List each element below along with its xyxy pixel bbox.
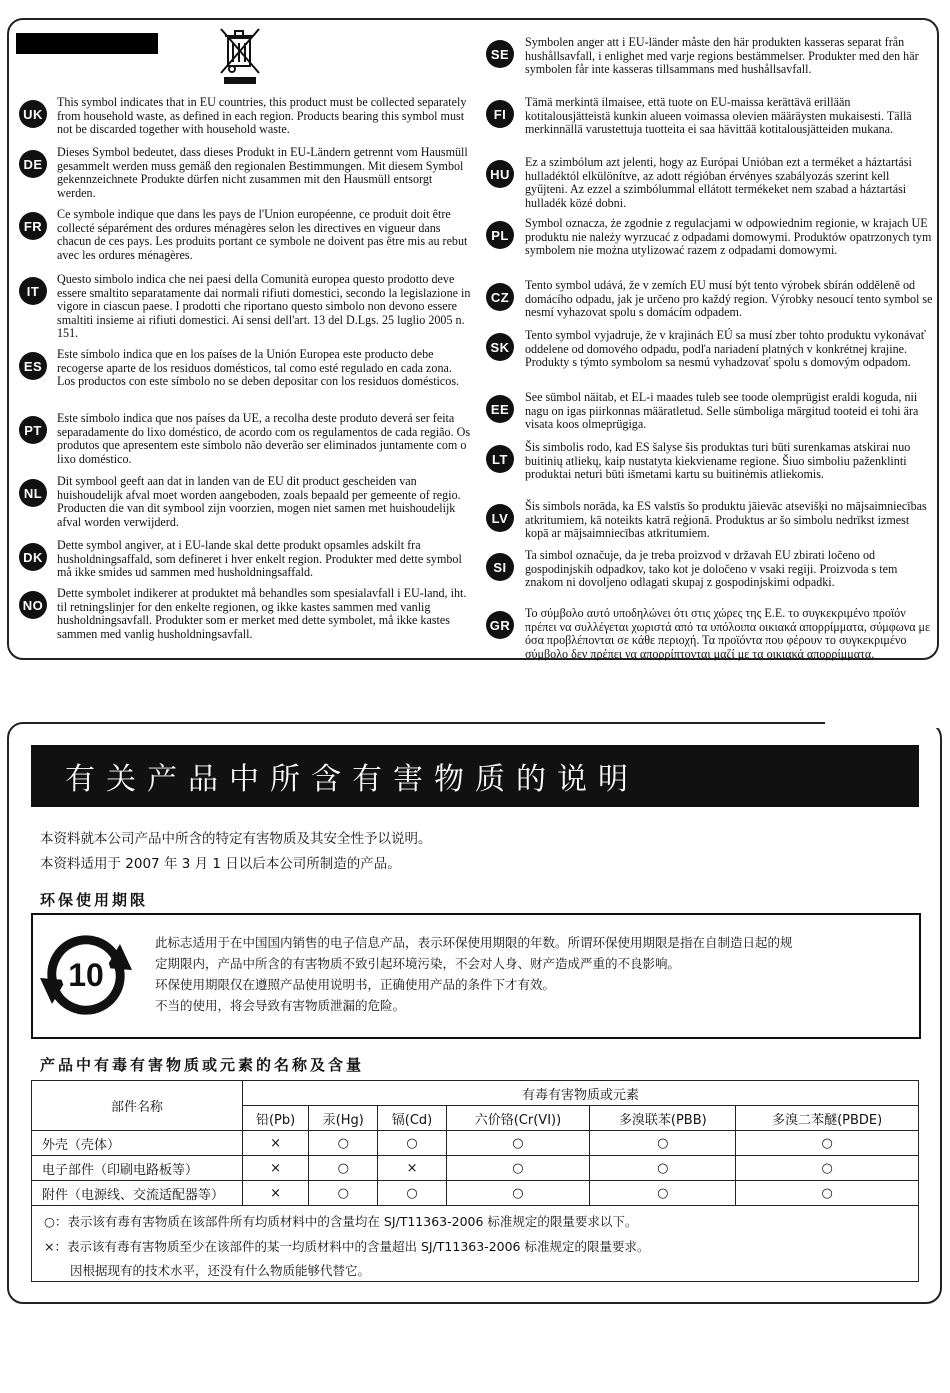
table-row — [32, 1156, 919, 1181]
country-badge-si: SI — [486, 553, 514, 581]
column-header: 汞(Hg) — [309, 1106, 378, 1131]
notice-text-es: Este símbolo indica que en los países de la Unión Europea este producto debe recogerse aparte de los residuos domésticos, tal como esté regulado en cada zona. Los productos con este símbolo no se deben depositar con los residuos domésticos. — [57, 347, 460, 389]
country-badge-lv: LV — [486, 504, 514, 532]
efup-heading: 环保使用期限 — [40, 891, 149, 909]
notice-text-nl: Dit symbool geeft aan dat in landen van de EU dit product gescheiden van huishoudelijk afval moet worden aangeboden, zoals bepaald per gemeente of regio. Producten die van dit symbool zijn voorzien, mogen niet samen met huishoudelijk afval worden verwijderd. — [57, 474, 461, 529]
note-reason: 因根据现有的技术水平，还没有什么物质能够代替它。 — [70, 1263, 371, 1278]
country-badge-gr: GR — [486, 611, 514, 639]
efup-line-2: 定期限内，产品中所含的有害物质不致引起环境污染，不会对人身、财产造成严重的不良影响。 — [155, 956, 681, 971]
country-badge-ee: EE — [486, 395, 514, 423]
table-cell: × — [243, 1181, 309, 1206]
notice-text-sk: Tento symbol vyjadruje, že v krajinách EÚ sa musí zber tohto produktu vykonávať oddelene od domového odpadu, podľa nariadení platných v konkrétnej krajine. Produkty s týmto symbolom sa nesmú vyhadzovať spolu s domovým odpadom. — [525, 328, 926, 370]
column-header: 多溴联苯(PBB) — [590, 1106, 736, 1131]
notice-text-si: Ta simbol označuje, da je treba proizvod v državah EU zbirati ločeno od gospodinjskih odpadkov, tako kot je določeno v vsaki regiji. Proizvoda s tem znakom ni dovoljeno odlagati skupaj z gospodinjskimi odpadki. — [525, 548, 898, 590]
table-cell: ○ — [590, 1181, 736, 1206]
note-circle: ○：表示该有毒有害物质在该部件所有均质材料中的含量均在 SJ/T11363-2006 标准规定的限量要求以下。 — [44, 1214, 638, 1229]
label-bar — [16, 33, 158, 54]
table-heading: 产品中有毒有害物质或元素的名称及含量 — [40, 1056, 365, 1074]
table-cell: ○ — [736, 1156, 919, 1181]
crossed-bin-icon — [218, 26, 262, 86]
part-name: 电子部件（印刷电路板等） — [32, 1156, 243, 1181]
country-badge-es: ES — [19, 352, 47, 380]
notes-box — [31, 1206, 919, 1282]
table-cell: ○ — [309, 1156, 378, 1181]
efup-line-1: 此标志适用于在中国国内销售的电子信息产品，表示环保使用期限的年数。所谓环保使用期限是指在自制造日起的规 — [155, 935, 793, 950]
notice-text-uk: This symbol indicates that in EU countries, this product must be collected separately from household waste, as defined in each region. Products bearing this symbol must not be discarded together with household waste. — [57, 95, 467, 137]
efup-number: 10 — [68, 957, 104, 993]
table-cell: ○ — [309, 1131, 378, 1156]
rohs-title-bar — [31, 745, 919, 807]
notice-text-pl: Symbol oznacza, że zgodnie z regulacjami w odpowiednim regionie, w krajach UE produktu nie należy wyrzucać z odpadami domowymi. Produktów opatrzonych tym symbolem nie można utylizować razem z odpadami domowymi. — [525, 216, 932, 258]
part-name: 附件（电源线、交流适配器等） — [32, 1181, 243, 1206]
table-row — [32, 1181, 919, 1206]
country-badge-pl: PL — [486, 221, 514, 249]
table-cell: × — [243, 1156, 309, 1181]
country-badge-cz: CZ — [486, 283, 514, 311]
notice-text-lt: Šis simbolis rodo, kad ES šalyse šis produktas turi būti surenkamas atskirai nuo buitinių atliekų, kaip nustatyta kiekviename regione. Šiuo simboliu paženklinti produktai neturi būti išmetami kartu su buitinėmis atliekomis. — [525, 440, 911, 482]
table-cell: ○ — [446, 1181, 590, 1206]
country-badge-fi: FI — [486, 100, 514, 128]
notice-text-no: Dette symbolet indikerer at produktet må behandles som spesialavfall i EU-land, iht. til retningslinjer for den enkelte regionen, og ikke kastes sammen med vanlig husholdningsavfall. Produkter som er merket med dette symbolet, må ikke kastes sammen med vanlig husholdningsavfall. — [57, 586, 467, 641]
table-cell: ○ — [378, 1131, 446, 1156]
table-cell: ○ — [446, 1156, 590, 1181]
country-badge-sk: SK — [486, 333, 514, 361]
notice-text-dk: Dette symbol angiver, at i EU-lande skal dette produkt opsamles adskilt fra husholdningsaffald, som defineret i hver enkelt region. Produkter med dette symbol må ikke smides ud sammen med husholdningsaffald. — [57, 538, 462, 580]
efup-10-icon — [34, 926, 138, 1022]
part-header: 部件名称 — [32, 1081, 243, 1131]
group-header: 有毒有害物质或元素 — [243, 1081, 919, 1106]
column-header: 六价铬(Cr(VI)) — [446, 1106, 590, 1131]
country-badge-nl: NL — [19, 479, 47, 507]
country-badge-dk: DK — [19, 543, 47, 571]
column-header: 多溴二苯醚(PBDE) — [736, 1106, 919, 1131]
table-cell: ○ — [736, 1181, 919, 1206]
column-header: 铅(Pb) — [243, 1106, 309, 1131]
notice-text-gr: Το σύμβολο αυτό υποδηλώνει ότι στις χώρες της Ε.Ε. το συγκεκριμένο προϊόν πρέπει να συλλέγεται χωριστά από τα υπόλοιπα οικιακά απορρίμματα, σύμφωνα με όσα προβλέπονται σε κάθε περιοχή. Τα προϊόντα που φέρουν το συγκεκριμένο σύμβολο δεν πρέπει να απορρίπτονται μαζί με τα οικιακά απορρίμματα. — [525, 606, 931, 661]
notice-text-cz: Tento symbol udává, že v zemích EU musí být tento výrobek sbírán odděleně od domácího odpadu, jak je určeno pro každý region. Výrobky nesoucí tento symbol se nesmí vyhazovat spolu s domácím odpadem. — [525, 278, 933, 320]
table-cell: ○ — [736, 1131, 919, 1156]
country-badge-lt: LT — [486, 445, 514, 473]
country-badge-no: NO — [19, 591, 47, 619]
notice-text-pt: Este símbolo indica que nos países da UE, a recolha deste produto deverá ser feita separadamente do lixo doméstico, de acordo com os regulamentos de cada região. Os produtos que apresentem este símbolo não deverão ser eliminados juntamente com o lixo doméstico. — [57, 411, 471, 466]
notice-text-se: Symbolen anger att i EU-länder måste den här produkten kasseras separat från hushållsavfall, i enlighet med varje regions bestämmelser. Produkter med den här symbolen får inte kasseras tillsammans med hushållsavfall. — [525, 35, 919, 77]
table-cell: ○ — [590, 1131, 736, 1156]
table-row — [32, 1131, 919, 1156]
column-header: 镉(Cd) — [378, 1106, 446, 1131]
table-cell: ○ — [446, 1131, 590, 1156]
country-badge-se: SE — [486, 40, 514, 68]
table-cell: × — [243, 1131, 309, 1156]
efup-line-3: 环保使用期限仅在遵照产品使用说明书，正确使用产品的条件下才有效。 — [155, 977, 556, 992]
country-badge-hu: HU — [486, 160, 514, 188]
country-badge-it: IT — [19, 277, 47, 305]
hazardous-substance-table — [31, 1080, 919, 1206]
table-cell: ○ — [309, 1181, 378, 1206]
country-badge-fr: FR — [19, 212, 47, 240]
notice-text-de: Dieses Symbol bedeutet, dass dieses Produkt in EU-Ländern getrennt vom Hausmüll gesammelt werden muss gemäß den regionalen Bestimmungen. Mit diesem Symbol gekennzeichnete Produkte dürfen nicht zusammen mit den Hausmüll entsorgt werden. — [57, 145, 468, 200]
notice-text-it: Questo simbolo indica che nei paesi della Comunità europea questo prodotto deve essere smaltito separatamente dai normali rifiuti domestici, secondo la legislazione in vigore in ciascun paese. I prodotti che riportano questo simbolo non devono essere smaltiti insieme ai rifiuti domestici. Ai sensi dell'art. 13 del D.Lgs. 25 luglio 2005 n. 151. — [57, 272, 471, 341]
notice-text-fr: Ce symbole indique que dans les pays de l'Union européenne, ce produit doit être collecté séparément des ordures ménagères selon les directives en vigueur dans chacun de ces pays. Les produits portant ce symbole ne doivent pas être mis au rebut avec les ordures ménagères. — [57, 207, 468, 262]
efup-line-4: 不当的使用，将会导致有害物质泄漏的危险。 — [155, 998, 406, 1013]
country-badge-uk: UK — [19, 100, 47, 128]
intro-line-1: 本资料就本公司产品中所含的特定有害物质及其安全性予以说明。 — [40, 831, 432, 847]
notice-text-ee: See sümbol näitab, et EL-i maades tuleb see toode olemprügist eraldi koguda, nii nagu on igas piirkonnas määratletud. Selle sümboliga märgitud tooteid ei tohi ära visata koos olmeprügiga. — [525, 390, 919, 432]
table-cell: × — [378, 1156, 446, 1181]
note-cross: ×：表示该有毒有害物质至少在该部件的某一均质材料中的含量超出 SJ/T11363-2006 标准规定的限量要求。 — [44, 1239, 650, 1254]
notice-text-lv: Šis simbols norāda, ka ES valstīs šo produktu jāievāc atsevišķi no mājsaimniecības atkritumiem, kā noteikts katrā reģionā. Produktus ar šo simbolu nedrīkst izmest kopā ar mājsaimniecības atkritumiem. — [525, 499, 927, 541]
part-name: 外壳（壳体） — [32, 1131, 243, 1156]
rohs-title: 有关产品中所含有害物质的说明 — [65, 762, 639, 797]
country-badge-pt: PT — [19, 416, 47, 444]
notice-text-hu: Ez a szimbólum azt jelenti, hogy az Európai Unióban ezt a terméket a háztartási hulladéktól elkülönítve, az adott régióban érvényes szabályozás szerint kell gyűjteni. Az ezzel a szimbólummal ellátott termékeket nem szabad a háztartási hulladék közé dobni. — [525, 155, 912, 210]
table-cell: ○ — [378, 1181, 446, 1206]
country-badge-de: DE — [19, 150, 47, 178]
table-cell: ○ — [590, 1156, 736, 1181]
notice-text-fi: Tämä merkintä ilmaisee, että tuote on EU-maissa kerättävä erillään kotitalousjätteistä kunkin alueen voimassa olevien määräysten mukaisesti. Tällä merkinnällä varustettuja tuotteita ei saa hävittää kotitalousjätteiden mukana. — [525, 95, 912, 137]
intro-line-2: 本资料适用于 2007 年 3 月 1 日以后本公司所制造的产品。 — [40, 856, 401, 872]
